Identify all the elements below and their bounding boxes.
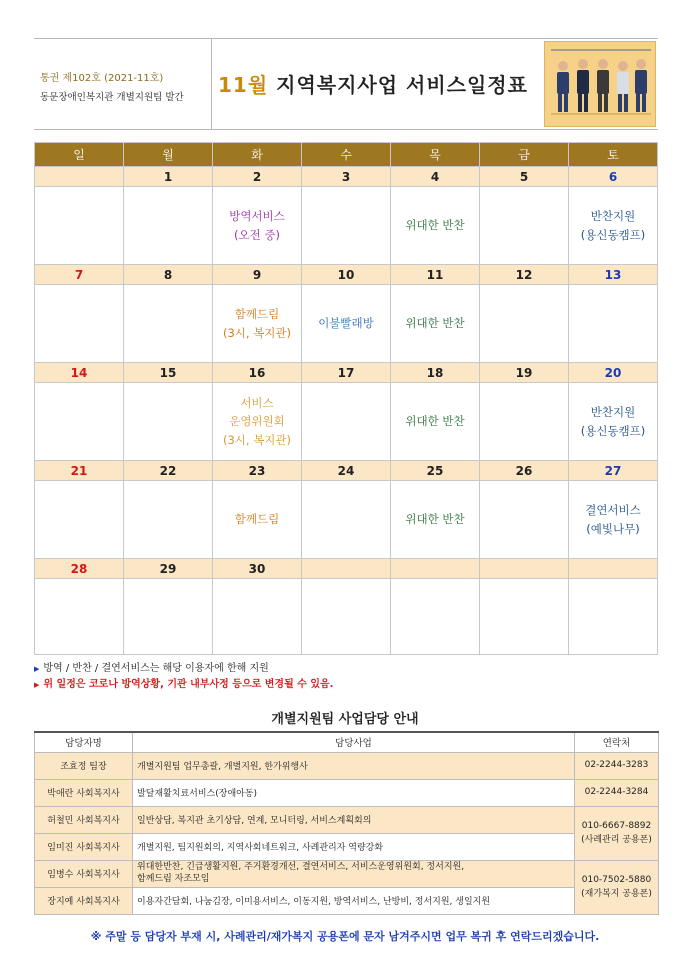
staff-duty: 일반상담, 복지관 초기상담, 연계, 모니터링, 서비스계획회의: [133, 806, 575, 833]
date-number: 8: [124, 265, 213, 285]
date-row: [35, 167, 658, 187]
event-row: [35, 187, 658, 265]
date-number: [35, 167, 124, 187]
staff-duty: 개별지원팀 업무총괄, 개별지원, 한가위행사: [133, 752, 575, 779]
date-number: 11: [391, 265, 480, 285]
event-cell: [391, 187, 480, 265]
event-cell: [213, 383, 302, 461]
staff-row: [35, 779, 659, 806]
date-number: 18: [391, 363, 480, 383]
staff-row: [35, 887, 659, 914]
staff-duty: 위대한반찬, 긴급생활지원, 주거환경개선, 결연서비스, 서비스운영위원회, 정서지원, 함께드림 자조모임: [133, 860, 575, 887]
staff-name: 조효정 팀장: [35, 752, 133, 779]
date-row: [35, 265, 658, 285]
calendar: [34, 142, 658, 655]
event-cell: [391, 285, 480, 363]
event-label: 서비스 운영위원회 (3시, 복지관): [222, 395, 292, 447]
event-cell: [124, 481, 213, 559]
note-services: ▶ 방역 / 반찬 / 결연서비스는 해당 이용자에 한해 지원: [34, 663, 269, 674]
event-cell: [480, 187, 569, 265]
date-number: 13: [569, 265, 658, 285]
event-cell: [391, 579, 480, 655]
event-cell: [302, 383, 391, 461]
staff-duty: 발달재활치료서비스(장애아동): [133, 779, 575, 806]
triangle-bullet-icon: ▶: [34, 681, 40, 689]
staff-name: 임미진 사회복지사: [35, 833, 133, 860]
event-label: 위대한 반찬: [405, 414, 465, 429]
weekday-label: 목: [391, 143, 480, 167]
issue-number: 통권 제102호 (2021-11호): [40, 73, 164, 84]
date-number: 4: [391, 167, 480, 187]
event-cell: [213, 187, 302, 265]
date-number: 28: [35, 559, 124, 579]
date-row: [35, 461, 658, 481]
date-number: 7: [35, 265, 124, 285]
date-number: 29: [124, 559, 213, 579]
date-number: 9: [213, 265, 302, 285]
staff-table-title: 개별지원팀 사업담당 안내: [271, 712, 419, 727]
staff-contact: 010-6667-8892 (사례관리 공용폰): [575, 806, 659, 860]
staff-row: [35, 833, 659, 860]
event-cell: [391, 481, 480, 559]
header-info: [34, 39, 212, 129]
event-cell: [124, 383, 213, 461]
date-number: 27: [569, 461, 658, 481]
date-row: [35, 363, 658, 383]
date-number: 30: [213, 559, 302, 579]
event-cell: [480, 481, 569, 559]
event-cell: [569, 383, 658, 461]
staff-row: [35, 806, 659, 833]
event-label: 위대한 반찬: [405, 512, 465, 527]
date-number: 15: [124, 363, 213, 383]
date-number: 5: [480, 167, 569, 187]
date-number: 6: [569, 167, 658, 187]
page-title: [218, 69, 528, 98]
event-cell: [569, 481, 658, 559]
date-number: 20: [569, 363, 658, 383]
notes: [34, 661, 658, 693]
date-number: [302, 559, 391, 579]
event-cell: [124, 187, 213, 265]
staff-row: [35, 860, 659, 887]
date-number: [480, 559, 569, 579]
staff-header-duty: 담당사업: [133, 732, 575, 752]
title-month: 11월: [218, 73, 269, 97]
weekday-header: [35, 143, 658, 167]
event-cell: [569, 579, 658, 655]
staff-header-name: 담당자명: [35, 732, 133, 752]
date-number: 2: [213, 167, 302, 187]
weekday-label: 월: [124, 143, 213, 167]
staff-table: [34, 731, 659, 915]
event-row: [35, 579, 658, 655]
event-cell: [302, 187, 391, 265]
event-cell: [124, 579, 213, 655]
title-text: 지역복지사업 서비스일정표: [268, 73, 528, 97]
event-label: 방역서비스 (오전 중): [229, 209, 285, 242]
date-number: 26: [480, 461, 569, 481]
staff-contact: 010-7502-5880 (재가복지 공용폰): [575, 860, 659, 914]
date-row: [35, 559, 658, 579]
event-cell: [35, 285, 124, 363]
event-cell: [569, 187, 658, 265]
date-number: 22: [124, 461, 213, 481]
event-row: [35, 285, 658, 363]
staff-contact: 02-2244-3284: [575, 779, 659, 806]
weekday-label: 일: [35, 143, 124, 167]
date-number: 14: [35, 363, 124, 383]
date-number: [569, 559, 658, 579]
staff-header-contact: 연락처: [575, 732, 659, 752]
footer-note: ※ 주말 등 담당자 부재 시, 사례관리/재가복지 공용폰에 문자 남겨주시면 업무 복귀 후 연락드리겠습니다.: [90, 930, 600, 943]
staff-name: 임병수 사회복지사: [35, 860, 133, 887]
date-number: 16: [213, 363, 302, 383]
weekday-label: 수: [302, 143, 391, 167]
date-number: [391, 559, 480, 579]
event-cell: [35, 481, 124, 559]
publisher: 동문장애인복지관 개별지원팀 발간: [40, 92, 184, 103]
event-cell: [35, 187, 124, 265]
date-number: 24: [302, 461, 391, 481]
staff-contact: 02-2244-3283: [575, 752, 659, 779]
triangle-bullet-icon: ▶: [34, 665, 40, 673]
event-cell: [213, 579, 302, 655]
event-row: [35, 383, 658, 461]
event-cell: [124, 285, 213, 363]
date-number: 21: [35, 461, 124, 481]
event-row: [35, 481, 658, 559]
staff-name: 허철민 사회복지사: [35, 806, 133, 833]
event-cell: [302, 285, 391, 363]
date-number: 23: [213, 461, 302, 481]
weekday-label: 토: [569, 143, 658, 167]
staff-row: [35, 752, 659, 779]
weekday-label: 화: [213, 143, 302, 167]
event-cell: [391, 383, 480, 461]
date-number: 1: [124, 167, 213, 187]
date-number: 10: [302, 265, 391, 285]
event-cell: [569, 285, 658, 363]
event-label: 위대한 반찬: [405, 316, 465, 331]
event-label: 반찬지원 (용신동캠프): [580, 405, 646, 438]
event-cell: [302, 579, 391, 655]
event-label: 반찬지원 (용신동캠프): [580, 209, 646, 242]
staff-duty: 개별지원, 팀지원회의, 지역사회네트워크, 사례관리자 역량강화: [133, 833, 575, 860]
event-cell: [302, 481, 391, 559]
event-label: 위대한 반찬: [405, 218, 465, 233]
event-label: 결연서비스 (예빛나무): [585, 503, 641, 536]
event-cell: [213, 285, 302, 363]
staff-name: 장지예 사회복지사: [35, 887, 133, 914]
note-change: ▶ 위 일정은 코로나 방역상황, 기관 내부사정 등으로 변경될 수 있음.: [34, 679, 334, 690]
event-cell: [480, 285, 569, 363]
event-cell: [480, 579, 569, 655]
staff-illustration-icon: [544, 41, 656, 127]
event-cell: [480, 383, 569, 461]
header: [34, 38, 658, 130]
date-number: 17: [302, 363, 391, 383]
event-cell: [35, 383, 124, 461]
date-number: 25: [391, 461, 480, 481]
event-label: 함께드림: [234, 512, 280, 527]
date-number: 3: [302, 167, 391, 187]
date-number: 12: [480, 265, 569, 285]
staff-name: 박애란 사회복지사: [35, 779, 133, 806]
weekday-label: 금: [480, 143, 569, 167]
event-label: 함께드림 (3시, 복지관): [222, 307, 292, 340]
event-cell: [213, 481, 302, 559]
event-cell: [35, 579, 124, 655]
staff-duty: 이용자간담회, 나눔김장, 이미용서비스, 이동지원, 방역서비스, 난방비, 정서지원, 생일지원: [133, 887, 575, 914]
date-number: 19: [480, 363, 569, 383]
event-label: 이불빨래방: [318, 316, 374, 331]
